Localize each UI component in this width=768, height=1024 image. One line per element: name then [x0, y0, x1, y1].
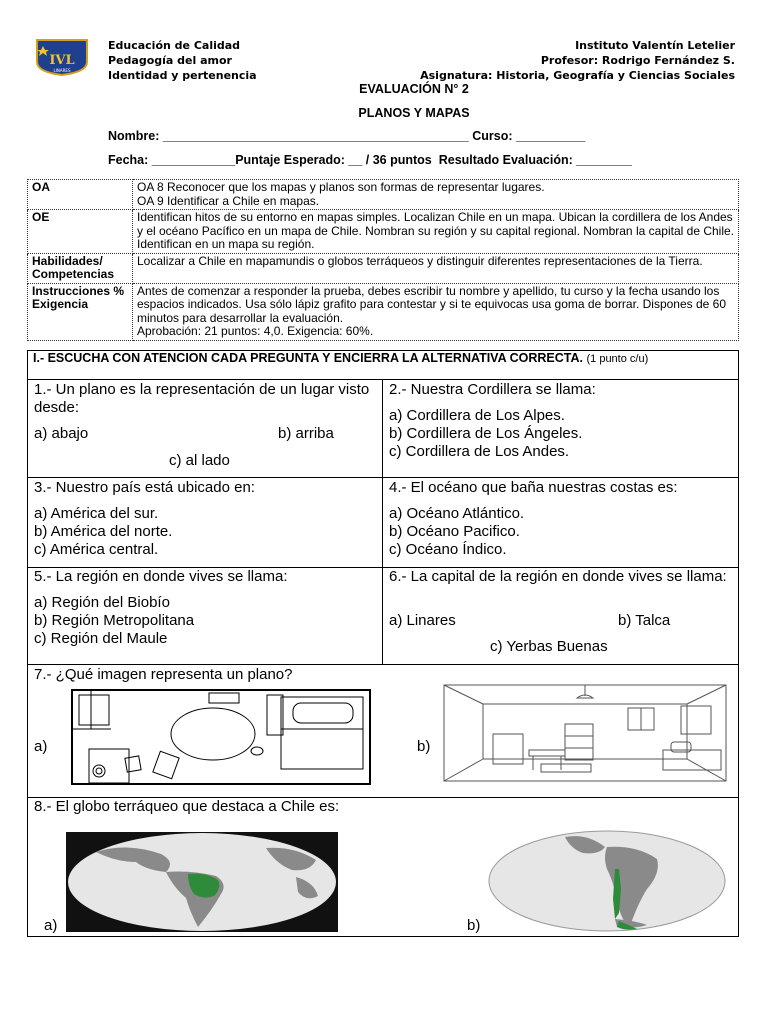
row-line: Aprobación: 21 puntos: 4,0. Exigencia: 60%. — [137, 324, 374, 338]
option-a[interactable]: a) Océano Atlántico. — [389, 505, 525, 522]
header-left-line: Educación de Calidad — [108, 39, 241, 52]
question-5 — [28, 568, 382, 648]
header-left-line: Identidad y pertenencia — [108, 69, 257, 82]
question-text: 6.- La capital de la región en donde vives se llama: — [389, 568, 727, 585]
row-divider — [28, 477, 738, 478]
question-1 — [28, 381, 382, 417]
row-key: OE — [28, 210, 133, 254]
option-c[interactable]: c) Océano Índico. — [389, 541, 507, 558]
name-course-field[interactable]: Nombre: ____________________________________________ Curso: __________ — [108, 129, 586, 143]
option-b[interactable]: b) Región Metropolitana — [34, 612, 195, 629]
option-b[interactable]: b) arriba — [278, 425, 334, 442]
page-title: EVALUACIÓN N° 2 — [359, 82, 469, 96]
option-a[interactable]: a) — [34, 738, 48, 755]
question-8 — [28, 798, 738, 816]
option-a[interactable]: a) abajo — [34, 425, 89, 442]
section-points: (1 punto c/u) — [586, 353, 649, 365]
row-key: Habilidades/ Competencias — [28, 253, 133, 283]
logo-text: IVL — [49, 53, 75, 68]
question-text: 4.- El océano que baña nuestras costas es: — [389, 479, 678, 496]
option-b[interactable]: b) — [467, 917, 481, 934]
header-right — [420, 38, 735, 83]
expected-score: Puntaje Esperado: __ / 36 puntos — [235, 153, 432, 167]
option-c[interactable]: c) Región del Maule — [34, 630, 168, 647]
header-left-line: Pedagogía del amor — [108, 54, 232, 67]
logo-caption: LINARES — [53, 68, 71, 73]
header-right-line: Instituto Valentín Letelier — [575, 39, 735, 52]
table-row — [28, 210, 739, 254]
row-key: OA — [28, 180, 133, 210]
question-7 — [28, 666, 738, 684]
option-a[interactable]: a) Linares — [389, 612, 456, 629]
question-3 — [28, 479, 382, 559]
option-c[interactable]: c) América central. — [34, 541, 159, 558]
option-b[interactable]: b) Océano Pacifico. — [389, 523, 520, 540]
row-key: Instrucciones % Exigencia — [28, 283, 133, 340]
date-field[interactable]: Fecha: ____________ — [108, 153, 236, 167]
floor-plan-image[interactable] — [71, 689, 371, 785]
row-value — [133, 210, 739, 254]
row-value — [133, 283, 739, 340]
questions-section — [27, 350, 739, 937]
date-score-line — [108, 153, 632, 167]
question-2 — [383, 381, 738, 461]
row-line: OA 9 Identificar a Chile en mapas. — [137, 193, 320, 208]
row-divider — [28, 664, 738, 665]
question-text: 2.- Nuestra Cordillera se llama: — [389, 381, 596, 398]
row-line: OA 8 Reconocer que los mapas y planos son formas de representar lugares. — [137, 180, 545, 194]
question-text: 5.- La región en donde vives se llama: — [34, 568, 288, 585]
option-a[interactable]: a) América del sur. — [34, 505, 159, 522]
option-c[interactable]: c) Cordillera de Los Andes. — [389, 443, 570, 460]
header-right-line: Asignatura: Historia, Geografía y Ciencias Sociales — [420, 69, 735, 82]
page-subtitle: PLANOS Y MAPAS — [358, 106, 470, 120]
table-row — [28, 283, 739, 340]
row-value — [133, 180, 739, 210]
result-field[interactable]: Resultado Evaluación: ________ — [438, 153, 632, 167]
header-right-line: Profesor: Rodrigo Fernández S. — [540, 54, 735, 67]
globe-image-a[interactable] — [66, 832, 338, 932]
option-a[interactable]: a) — [44, 917, 58, 934]
row-line: Localizar a Chile en mapamundis o globos terráqueos y distinguir diferentes representaciones de la Tierra. — [137, 253, 703, 268]
option-b[interactable]: b) Cordillera de Los Ángeles. — [389, 425, 583, 442]
section-heading — [28, 351, 738, 380]
table-row — [28, 180, 739, 210]
section-heading-text: I.- ESCUCHA CON ATENCION CADA PREGUNTA Y ENCIERRA LA ALTERNATIVA CORRECTA. — [33, 351, 583, 365]
question-4 — [383, 479, 738, 559]
option-a[interactable]: a) Región del Biobío — [34, 594, 170, 611]
question-text: 7.- ¿Qué imagen representa un plano? — [34, 666, 293, 683]
globe-image-b[interactable] — [487, 829, 727, 933]
room-perspective-image[interactable] — [443, 684, 727, 782]
question-6 — [383, 568, 738, 586]
school-logo — [33, 38, 91, 76]
question-text: 3.- Nuestro país está ubicado en: — [34, 479, 255, 496]
row-line: Antes de comenzar a responder la prueba, debes escribir tu nombre y apellido, tu curso y la fecha usando los espacios indicados. Usa sólo lápiz grafito para contestar y si te equivocas usa goma de borrar. Dispones de 60 minutos para desarrollar la evaluación. — [137, 283, 726, 325]
question-text: 1.- Un plano es la representación de un lugar visto desde: — [34, 381, 370, 416]
option-a[interactable]: a) Cordillera de Los Alpes. — [389, 407, 565, 424]
row-line: Identifican hitos de su entorno en mapas simples. Localizan Chile en un mapa. Ubican la cordillera de los Andes y el océano Pacífico en un mapa de Chile. Nombran su región y su capital regional. Nombran la capital de Chile. Identifican en un mapa su región. — [137, 210, 734, 251]
option-b[interactable]: b) Talca — [618, 612, 671, 629]
question-text: 8.- El globo terráqueo que destaca a Chile es: — [34, 798, 340, 815]
table-row — [28, 253, 739, 283]
row-value — [133, 253, 739, 283]
option-c[interactable]: c) al lado — [169, 452, 230, 469]
option-b[interactable]: b) América del norte. — [34, 523, 173, 540]
option-b[interactable]: b) — [417, 738, 431, 755]
header-left — [108, 38, 257, 83]
objectives-table — [27, 179, 739, 341]
option-c[interactable]: c) Yerbas Buenas — [490, 638, 608, 655]
